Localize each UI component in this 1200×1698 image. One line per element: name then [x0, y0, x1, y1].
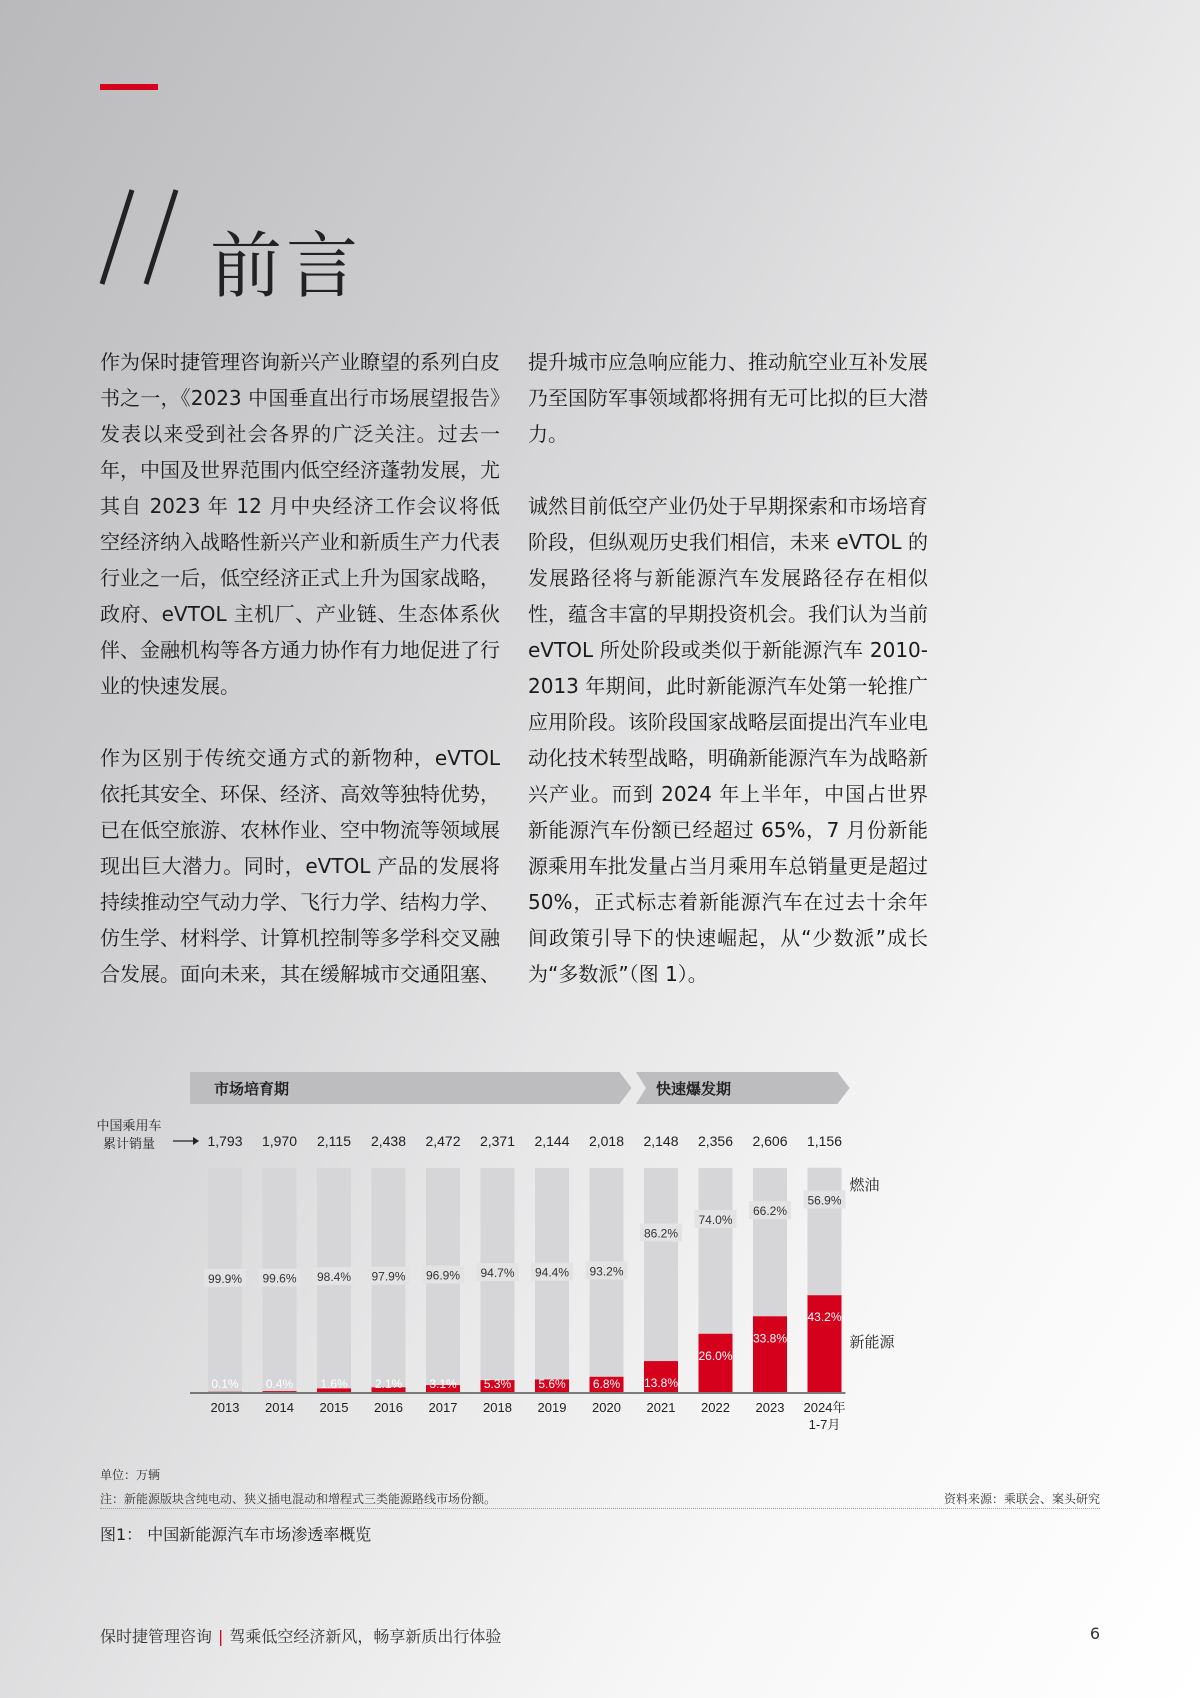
- ice-share-label: 74.0%: [698, 1212, 733, 1227]
- page-number: 6: [1089, 1624, 1100, 1643]
- totals-axis-label: 累计销量: [102, 1136, 156, 1151]
- paragraph: 作为区别于传统交通方式的新物种，eVTOL 依托其安全、环保、经济、高效等独特优势，已在低空旅游、农林作业、空中物流等领域展现出巨大潜力。同时，eVTOL 产品的发展将持续推动空气动力学、飞行力学、结构力学、仿生学、材料学、计算机控制等多学科交叉融合发展。面向未来，其在缓解城市交通阻塞、: [100, 746, 500, 986]
- total-value: 2,018: [588, 1133, 625, 1149]
- year-label: 2019: [537, 1400, 567, 1415]
- nev-share-label: 33.8%: [752, 1331, 788, 1346]
- paragraph: 诚然目前低空产业仍处于早期探索和市场培育阶段，但纵观历史我们相信，未来 eVTOL 的发展路径将与新能源汽车发展路径存在相似性，蕴含丰富的早期投资机会。我们认为当前 eVTOL 所处阶段或类似于新能源汽车 2010-2013 年期间，此时新能源汽车处第一轮推广应用阶段。该阶段国家战略层面提出汽车业电动化技术转型战略，明确新能源汽车为战略新兴产业。而到 2024 年上半年，中国占世界新能源汽车份额已经超过 65%，7 月份新能源乘用车批发量占当月乘用车总销量更是超过 50%，正式标志着新能源汽车在过去十余年间政策引导下的快速崛起，从“少数派”成长为“多数派”（图 1）。: [528, 494, 928, 986]
- phase-label: 快速爆发期: [656, 1081, 732, 1098]
- ice-share-label: 99.6%: [262, 1271, 297, 1286]
- total-value: 2,438: [370, 1133, 407, 1149]
- ice-share-label: 86.2%: [643, 1226, 679, 1241]
- accent-bar: [100, 84, 158, 90]
- year-label: 2023: [755, 1400, 785, 1415]
- bar-nev: [263, 1391, 297, 1392]
- legend-ice: 燃油: [849, 1176, 880, 1194]
- divider: [100, 1508, 1100, 1509]
- slash-decoration: [96, 188, 206, 288]
- total-value: 1,156: [806, 1133, 843, 1149]
- ice-share-label: 93.2%: [589, 1264, 624, 1279]
- ice-share-label: 99.9%: [207, 1271, 243, 1286]
- paragraph: 作为保时捷管理咨询新兴产业瞭望的系列白皮书之一，《2023 中国垂直出行市场展望报告》发表以来受到社会各界的广泛关注。过去一年，中国及世界范围内低空经济蓬勃发展，尤其自 2023 年 12 月中央经济工作会议将低空经济纳入战略性新兴产业和新质生产力代表行业之一后，低空经济正式上升为国家战略，政府、eVTOL 主机厂、产业链、生态体系伙伴、金融机构等各方通力协作有力地促进了行业的快速发展。: [100, 350, 500, 698]
- nev-share-label: 43.2%: [807, 1310, 842, 1325]
- bar-ice: [753, 1168, 787, 1316]
- paragraph: 提升城市应急响应能力、推动航空业互补发展乃至国防军事领域都将拥有无可比拟的巨大潜力。: [528, 350, 928, 446]
- nev-share-label: 2.1%: [374, 1377, 403, 1391]
- nev-share-label: 6.8%: [592, 1377, 621, 1391]
- footer: [100, 1624, 501, 1647]
- ice-share-label: 94.7%: [480, 1266, 515, 1281]
- ice-share-label: 66.2%: [752, 1204, 788, 1219]
- phase-label: 市场培育期: [214, 1081, 290, 1098]
- figure-caption: 图1： 中国新能源汽车市场渗透率概览: [100, 1525, 372, 1544]
- nev-share-label: 1.6%: [320, 1377, 348, 1391]
- year-label: 2017: [428, 1400, 458, 1415]
- nev-share-label: 13.8%: [643, 1376, 679, 1391]
- ice-share-label: 96.9%: [425, 1268, 461, 1283]
- nev-share-label: 0.4%: [265, 1377, 294, 1391]
- year-label: 2022: [701, 1400, 730, 1415]
- year-label: 1-7月: [808, 1417, 841, 1432]
- totals-arrow-head: [193, 1137, 199, 1145]
- year-label: 2024年: [803, 1400, 846, 1415]
- total-value: 2,115: [317, 1133, 351, 1149]
- footer-brand: 保时捷管理咨询: [100, 1627, 213, 1646]
- nev-share-label: 3.1%: [429, 1377, 457, 1391]
- page-title: 前言: [210, 224, 363, 308]
- left-column: [100, 344, 500, 1028]
- total-value: 1,970: [261, 1133, 298, 1149]
- total-value: 2,148: [643, 1133, 679, 1149]
- nev-share-label: 5.3%: [483, 1377, 512, 1391]
- total-value: 2,371: [479, 1133, 516, 1149]
- totals-axis-label: 中国乘用车: [96, 1118, 162, 1133]
- year-label: 2016: [374, 1400, 403, 1415]
- total-value: 2,472: [425, 1133, 461, 1149]
- nev-share-label: 26.0%: [698, 1348, 733, 1363]
- year-label: 2013: [210, 1400, 240, 1415]
- year-label: 2018: [483, 1400, 512, 1415]
- bar-nev: [699, 1334, 733, 1392]
- nev-share-label: 0.1%: [211, 1377, 239, 1391]
- footer-title: 驾乘低空经济新风，畅享新质出行体验: [229, 1627, 502, 1646]
- total-value: 1,793: [207, 1133, 243, 1149]
- ice-share-label: 94.4%: [534, 1265, 570, 1280]
- footer-separator: |: [218, 1627, 224, 1646]
- year-label: 2014: [265, 1400, 294, 1415]
- chart-footnote: 注：新能源版块含纯电动、狭义插电混动和增程式三类能源路线市场份额。: [100, 1492, 497, 1506]
- unit-note: 单位：万辆: [100, 1468, 161, 1482]
- source-note: 资料来源：乘联会、案头研究: [943, 1492, 1100, 1506]
- right-column: [528, 344, 928, 1028]
- ice-share-label: 98.4%: [316, 1270, 352, 1285]
- year-label: 2015: [319, 1400, 349, 1415]
- bar-ice: [808, 1168, 842, 1295]
- bar-ice: [644, 1168, 678, 1361]
- total-value: 2,144: [534, 1133, 570, 1149]
- nev-share-label: 5.6%: [538, 1377, 566, 1391]
- total-value: 2,606: [752, 1133, 788, 1149]
- bar-nev: [753, 1316, 787, 1392]
- ice-share-label: 97.9%: [371, 1269, 406, 1284]
- total-value: 2,356: [697, 1133, 734, 1149]
- nev-penetration-chart: [95, 1070, 1105, 1460]
- ice-share-label: 56.9%: [807, 1193, 842, 1208]
- legend-nev: 新能源: [849, 1334, 895, 1352]
- year-label: 2020: [592, 1400, 621, 1415]
- year-label: 2021: [646, 1400, 676, 1415]
- bar-ice: [699, 1168, 733, 1334]
